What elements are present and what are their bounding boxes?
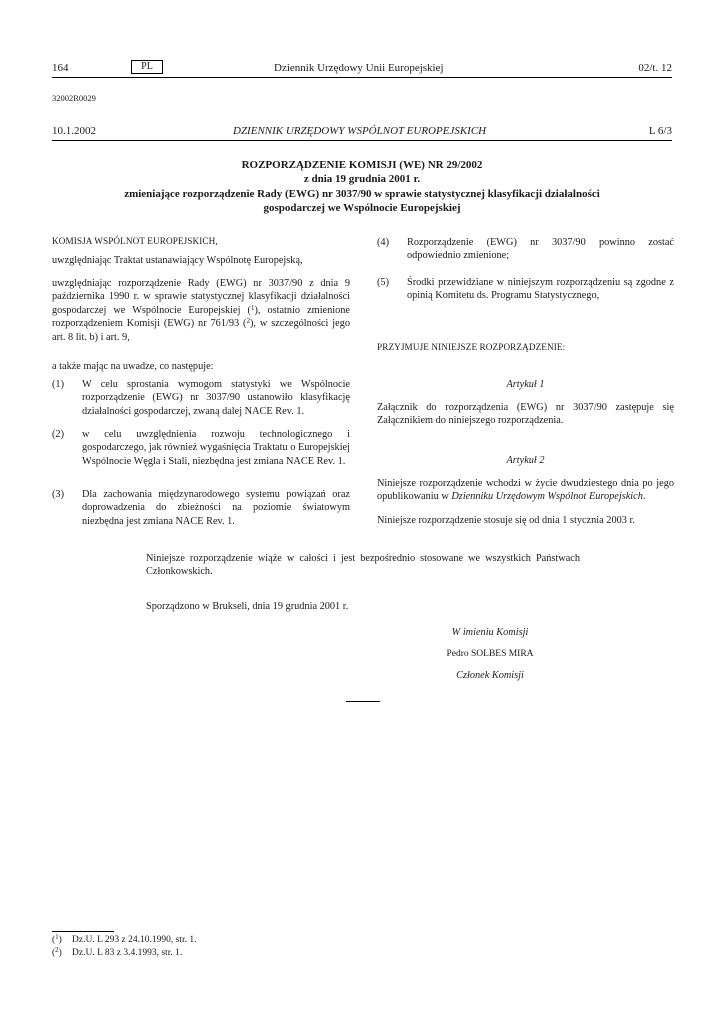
authority: KOMISJA WSPÓLNOT EUROPEJSKICH, xyxy=(52,236,218,246)
binding-clause: Niniejsze rozporządzenie wiąże w całości i jest bezpośrednio stosowane we wszystkich Państwach Członkowskich. xyxy=(146,553,580,578)
recital-text: Środki przewidziane w niniejszym rozporządzeniu są zgodne z opinią Komitetu ds. Programu Statystycznego, xyxy=(407,277,674,302)
recital-4 xyxy=(377,236,674,266)
regulation-title xyxy=(52,158,672,215)
oj-ref: L 6/3 xyxy=(648,125,672,137)
title-line-2: z dnia 19 grudnia 2001 r. xyxy=(303,173,421,186)
language-box: PL xyxy=(131,60,163,74)
recital-number: (4) xyxy=(377,237,390,248)
oj-journal: DZIENNIK URZĘDOWY WSPÓLNOT EUROPEJSKICH xyxy=(233,125,487,137)
having-regard-regulation: uwzględniając rozporządzenie Rady (EWG) nr 3037/90 z dnia 9 października 1990 r. w sprawie statystycznej klasyfikacji działalności gospodarczej we Wspólnocie Europejskiej ($^1$), ostatnio zmienione rozporządzeniem Komisji (EWG) nr 761/93 ($^2$), w szczególności jego art. 8 lit. b) i art. 9, xyxy=(52,278,351,343)
for-commission: W imieniu Komisji xyxy=(451,627,529,638)
recital-number: (3) xyxy=(52,489,65,500)
oj-header-rule xyxy=(52,140,672,141)
article-2-text: Niniejsze rozporządzenie wchodzi w życie dwudziestego dnia po jego opublikowaniu w Dzienniku Urzędowym Wspólnot Europejskich. xyxy=(377,478,674,503)
footnote-2: ($^2$) Dz.U. L 83 z 3.4.1993, str. 1. xyxy=(52,946,183,958)
volume-ref: 02/t. 12 xyxy=(638,62,672,74)
recital-text: W celu sprostania wymogom statystyki we Wspólnocie rozporządzenie (EWG) nr 3037/90 ustanowiło klasyfikację działalności gospodarczej, zwaną dalej NACE Rev. 1. xyxy=(82,379,350,417)
title-line-1: ROZPORZĄDZENIE KOMISJI (WE) NR 29/2002 xyxy=(241,159,483,171)
header-rule xyxy=(52,77,672,78)
recital-2 xyxy=(52,428,350,486)
adoption-formula: PRZYJMUJE NINIEJSZE ROZPORZĄDZENIE: xyxy=(377,342,566,352)
having-regard-treaty: uwzględniając Traktat ustanawiający Wspólnotę Europejską, xyxy=(52,255,303,266)
article-1-text: Załącznik do rozporządzenia (EWG) nr 3037/90 zastępuje się Załącznikiem do niniejszego rozporządzenia. xyxy=(377,402,674,427)
title-line-3: zmieniające rozporządzenie Rady (EWG) nr 3037/90 w sprawie statystycznej klasyfikacji działalności xyxy=(124,187,600,200)
end-divider xyxy=(346,701,380,702)
recital-5 xyxy=(377,276,674,306)
recital-3 xyxy=(52,488,350,533)
footnote-ref-1: 1 xyxy=(250,303,255,312)
oj-date: 10.1.2002 xyxy=(52,125,96,137)
recital-text: Dla zachowania międzynarodowego systemu powiązań oraz doprowadzenia do zbieżności na poziomie światowym niezbędna jest zmiana NACE Rev. 1. xyxy=(82,489,350,527)
done-at: Sporządzono w Brukseli, dnia 19 grudnia 2001 r. xyxy=(146,601,349,612)
recital-number: (5) xyxy=(377,277,390,288)
recital-number: (1) xyxy=(52,379,65,390)
recital-number: (2) xyxy=(52,429,65,440)
article-2-application: Niniejsze rozporządzenie stosuje się od dnia 1 stycznia 2003 r. xyxy=(377,515,635,526)
footnote-rule xyxy=(52,931,114,932)
page-number: 164 xyxy=(52,62,69,74)
article-1-heading: Artykuł 1 xyxy=(506,379,545,390)
footnote-ref-2: 2 xyxy=(246,317,250,326)
title-line-4: gospodarczej we Wspólnocie Europejskiej xyxy=(263,201,461,214)
article-2-heading: Artykuł 2 xyxy=(506,455,545,466)
whereas-intro: a także mając na uwadze, co następuje: xyxy=(52,361,214,372)
journal-title: Dziennik Urzędowy Unii Europejskiej xyxy=(274,62,444,74)
recital-text: w celu uwzględnienia rozwoju technologicznego i gospodarczego, jak również wygaśnięcia Traktatu o Europejskiej Wspólnocie Węgla i Stali, niezbędna jest zmiana NACE Rev. 1. xyxy=(82,429,350,467)
recital-text: Rozporządzenie (EWG) nr 3037/90 powinno zostać odpowiednio zmienione; xyxy=(407,237,674,262)
celex-number: 32002R0029 xyxy=(52,93,96,103)
footnote-1: ($^1$) Dz.U. L 293 z 24.10.1990, str. 1. xyxy=(52,933,197,945)
signatory-role: Członek Komisji xyxy=(456,670,524,681)
recital-1 xyxy=(52,378,350,428)
signatory-name: Pedro SOLBES MIRA xyxy=(446,649,534,659)
